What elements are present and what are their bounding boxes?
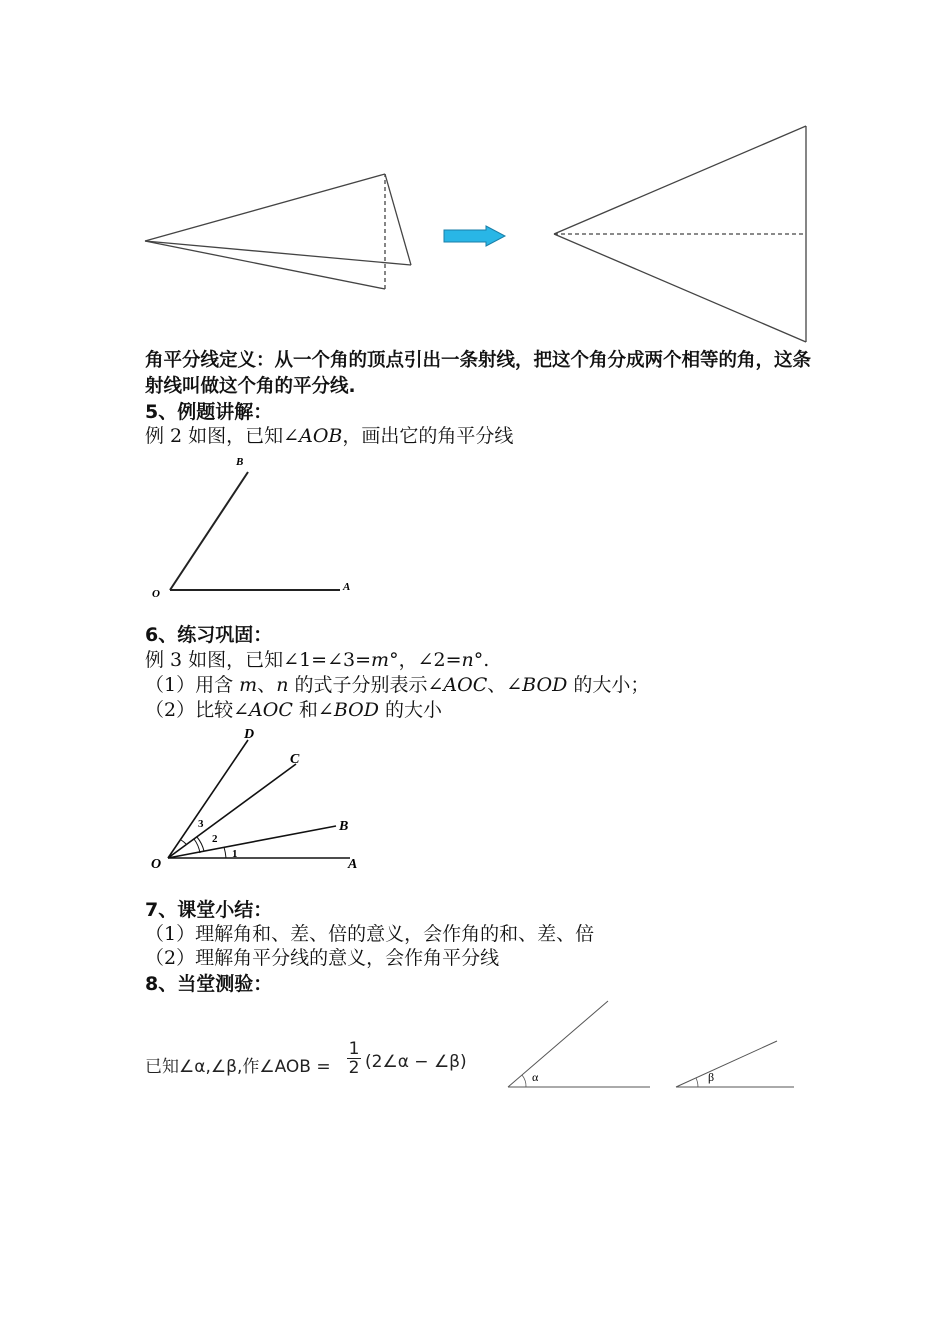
angle-3-label: 3 (198, 818, 204, 830)
ex3-n: n (461, 649, 474, 671)
q1-aoc: AOC (443, 674, 488, 696)
formula-prefix: 已知∠α,∠β,作∠AOB = (145, 1057, 331, 1077)
q1-bod: BOD (522, 674, 568, 696)
formula-fraction (347, 1040, 361, 1077)
alpha-label: α (532, 1070, 539, 1084)
section8-heading: 8、当堂测验： (145, 973, 273, 995)
folded-triangle-left (145, 174, 411, 289)
formula-suffix: (2∠α − ∠β) (365, 1052, 467, 1072)
q1-a: （1）用含 (145, 674, 240, 696)
question2-text (145, 698, 442, 722)
example3-text (145, 648, 489, 672)
fraction-denominator: 2 (348, 1058, 360, 1078)
q1-c: 的式子分别表示∠ (288, 674, 444, 696)
example2-text (145, 424, 513, 448)
point-a-label: A (348, 857, 358, 872)
section6-heading: 6、练习巩固： (145, 624, 273, 646)
angle-1-label: 1 (232, 848, 238, 860)
q1-m: m (239, 674, 258, 696)
fold-illustration (0, 0, 950, 350)
fraction-numerator: 1 (348, 1039, 360, 1059)
example2-prefix: 例 2 如图，已知∠ (145, 425, 300, 447)
q2-b: 和∠ (292, 699, 334, 721)
right-arrow-icon (444, 226, 505, 246)
point-b-label: B (339, 819, 349, 834)
ex3-m: m (371, 649, 390, 671)
point-a-label: A (343, 581, 351, 593)
example2-suffix: ，画出它的角平分线 (342, 425, 514, 447)
angle-aob-figure (140, 450, 380, 610)
ex3-part-b: °，∠2= (389, 649, 462, 671)
q1-b: 、 (257, 674, 277, 696)
ex3-part-a: 例 3 如图，已知∠1=∠3= (145, 649, 372, 671)
angles-figure (140, 722, 380, 877)
angle-alpha-figure (500, 995, 660, 1095)
q1-e: 的大小； (567, 674, 650, 696)
angle-bisector-definition: 角平分线定义：从一个角的顶点引出一条射线，把这个角分成两个相等的角，这条射线叫做这个角的平分线. (145, 350, 812, 397)
point-c-label: C (290, 752, 300, 767)
q2-bod: BOD (333, 699, 379, 721)
point-o-label: O (152, 588, 160, 600)
q2-c: 的大小 (378, 699, 442, 721)
point-d-label: D (244, 727, 255, 742)
point-b-label: B (236, 456, 244, 468)
ex3-part-c: °. (473, 649, 490, 671)
beta-label: β (708, 1070, 715, 1084)
example2-var: AOB (299, 425, 343, 447)
angle-2-label: 2 (212, 833, 218, 845)
summary-item-2: （2）理解角平分线的意义，会作角平分线 (145, 947, 500, 969)
q1-d: 、∠ (487, 674, 523, 696)
q2-aoc: AOC (249, 699, 293, 721)
angle-beta-figure (670, 1035, 810, 1095)
summary-item-1: （1）理解角和、差、倍的意义，会作角的和、差、倍 (145, 923, 595, 945)
section7-heading: 7、课堂小结： (145, 899, 273, 921)
question1-text (145, 673, 649, 697)
q2-a: （2）比较∠ (145, 699, 250, 721)
q1-n: n (276, 674, 289, 696)
section5-heading: 5、例题讲解： (145, 401, 273, 423)
unfolded-triangle-right (554, 126, 806, 342)
point-o-label: O (151, 857, 162, 872)
